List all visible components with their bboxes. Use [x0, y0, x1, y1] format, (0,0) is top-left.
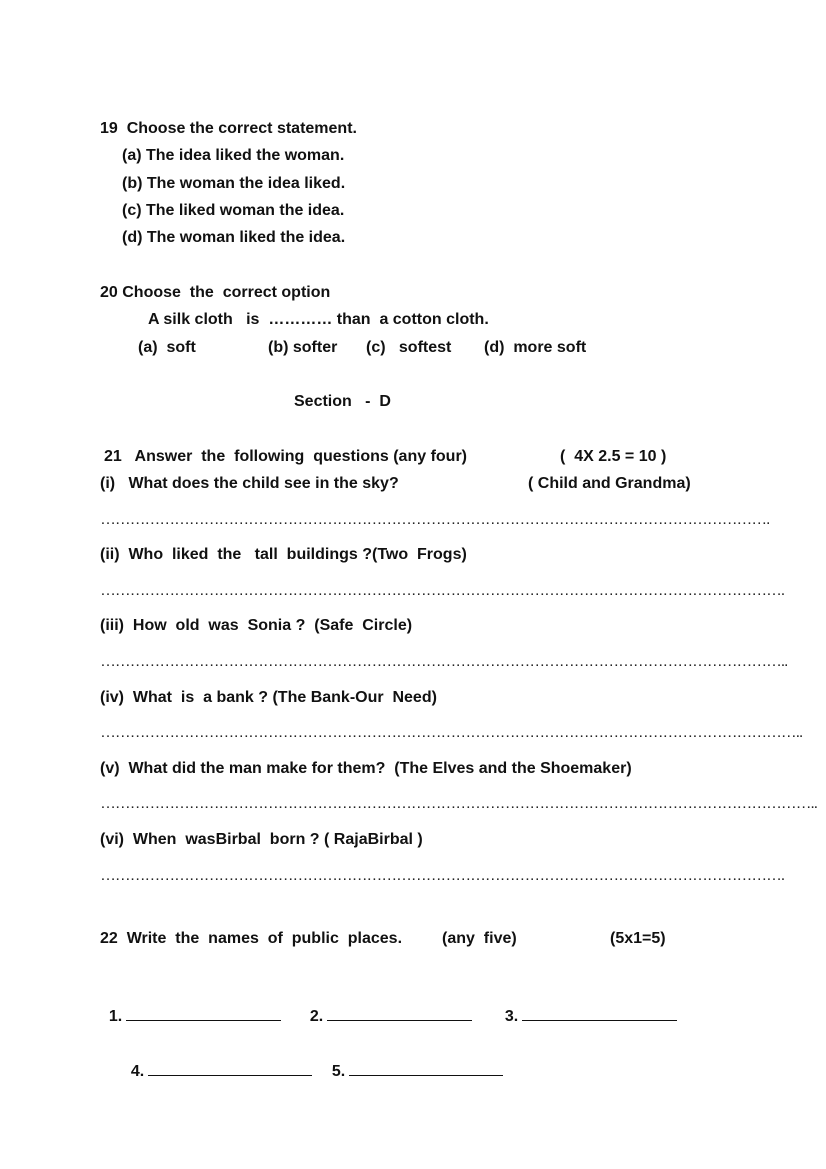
blank-2 [301, 984, 472, 1027]
q19-title: 19 Choose the correct statement. [100, 120, 357, 137]
section-heading: Section - D [294, 393, 391, 410]
q20-sentence: A silk cloth is ………… than a cotton cloth. [148, 311, 489, 328]
q19-option-c: (c) The liked woman the idea. [122, 202, 345, 219]
blank-3-line[interactable] [522, 1004, 677, 1021]
blank-4 [122, 1039, 312, 1082]
q22-marks: (5x1=5) [610, 930, 666, 947]
q21-question-vi: (vi) When wasBirbal born ? ( RajaBirbal ) [100, 831, 423, 848]
q20-option-d: (d) more soft [484, 339, 587, 356]
blank-3 [496, 984, 677, 1027]
q20-option-a: (a) soft [138, 339, 196, 356]
blank-5-line[interactable] [349, 1059, 503, 1076]
blank-5-label: 5. [331, 1063, 346, 1080]
q19-option-a: (a) The idea liked the woman. [122, 147, 345, 164]
answer-line-iv: …………………………………………………………………………………………………………………………….. [100, 724, 803, 741]
answer-line-v: ……………………………………………………………………………………………………………………………….. [100, 795, 817, 812]
blank-1-line[interactable] [126, 1004, 281, 1021]
blank-3-label: 3. [504, 1008, 519, 1025]
q21-question-v: (v) What did the man make for them? (The Elves and the Shoemaker) [100, 760, 632, 777]
blank-5 [323, 1039, 503, 1082]
q21-title: 21 Answer the following questions (any four) [104, 448, 467, 465]
q20-option-c: (c) softest [366, 339, 452, 356]
blank-4-label: 4. [130, 1063, 145, 1080]
q22-title: 22 Write the names of public places. [100, 930, 403, 947]
q21-question-iii: (iii) How old was Sonia ? (Safe Circle) [100, 617, 413, 634]
answer-line-i: ………………………………………………………………………………………………………………………. [100, 511, 770, 528]
q21-question-i-source: ( Child and Grandma) [528, 475, 691, 492]
q21-question-i: (i) What does the child see in the sky? [100, 475, 399, 492]
q21-marks: ( 4X 2.5 = 10 ) [560, 448, 667, 465]
answer-line-ii: …………………………………………………………………………………………………………………………. [100, 582, 785, 599]
blank-1 [100, 984, 281, 1027]
blank-2-line[interactable] [327, 1004, 472, 1021]
answer-line-vi: …………………………………………………………………………………………………………………………. [100, 867, 785, 884]
blank-1-label: 1. [108, 1008, 123, 1025]
blank-2-label: 2. [309, 1008, 324, 1025]
blank-4-line[interactable] [148, 1059, 312, 1076]
q20-option-b: (b) softer [268, 339, 338, 356]
q22-any: (any five) [442, 930, 517, 947]
q21-question-ii: (ii) Who liked the tall buildings ?(Two Frogs) [100, 546, 467, 563]
answer-line-iii: ………………………………………………………………………………………………………………………….. [100, 653, 788, 670]
q19-option-d: (d) The woman liked the idea. [122, 229, 346, 246]
q20-title: 20 Choose the correct option [100, 284, 331, 301]
q21-question-iv: (iv) What is a bank ? (The Bank-Our Need) [100, 689, 437, 706]
q19-option-b: (b) The woman the idea liked. [122, 175, 346, 192]
